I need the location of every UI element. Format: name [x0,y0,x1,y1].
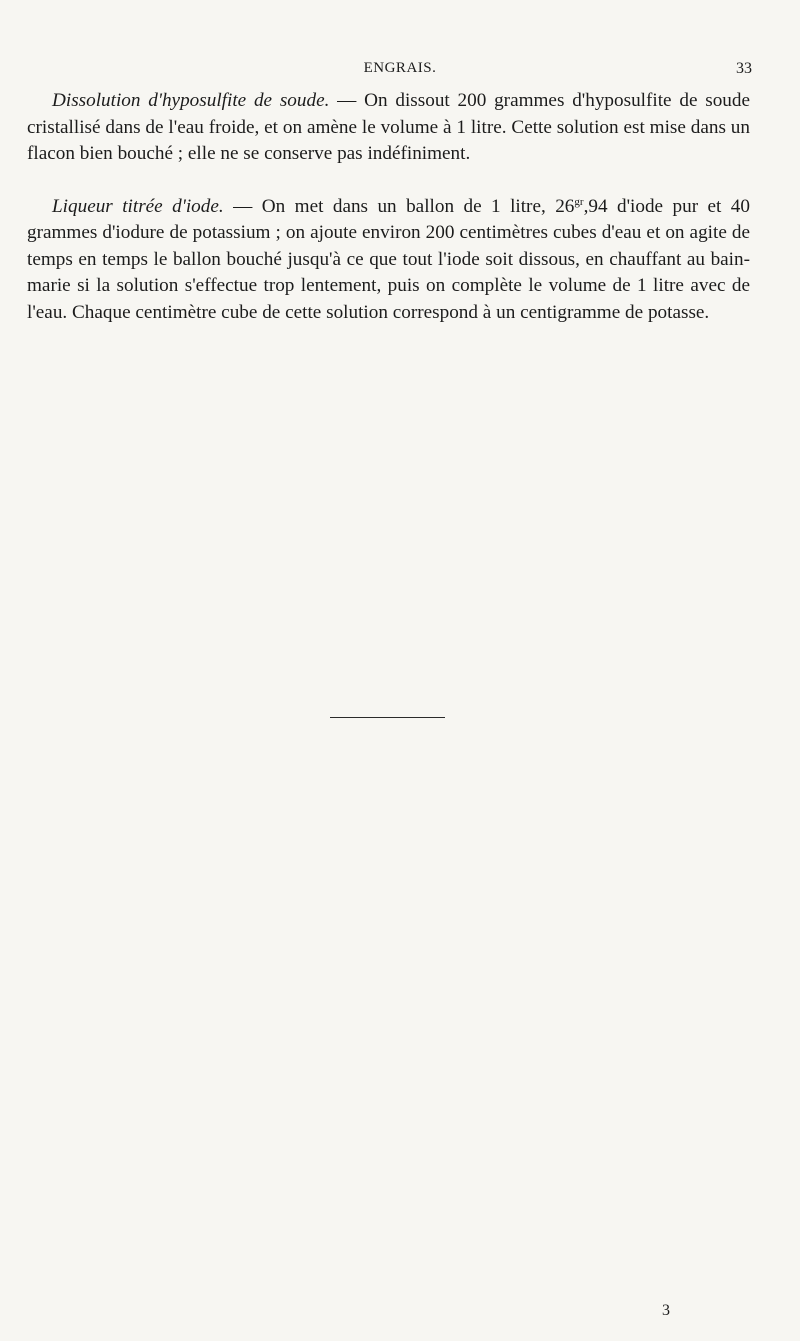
paragraph-title: Dissolution d'hyposulfite de soude. [52,90,330,111]
paragraph-text-end: ,94 d'iode pur et 40 grammes d'iodure de potassium ; on ajoute environ 200 centimètres cubes d'eau et on agite de temps en temps le ballon bouché jusqu'à ce que tout l'iode soit dissous, en chauffant au bain-marie si la solution s'effectue trop lentement, puis on complète le volume de 1 litre avec de l'eau. Chaque centimètre cube de cette solution correspond à un centigramme de potasse. [27,195,750,323]
paragraph-text: On dissout 200 grammes d'hyposulfite de soude cristallisé dans de l'eau froide, et on amène le volume à 1 litre. Cette solution est mise dans un flacon bien bouché ; elle ne se conserve pas indéfiniment. [27,90,751,164]
running-head [0,58,800,82]
gram-superscript: gr [574,195,584,208]
title-dash: — [329,90,365,111]
paragraph-text-start: On met dans un ballon de 1 litre, 26 [261,195,575,217]
paragraph-iode [27,194,750,327]
signature-mark: 3 [662,1302,670,1319]
running-title: ENGRAIS. [363,60,437,76]
body-text [27,88,750,352]
page-number: 33 [736,60,752,77]
section-rule [330,717,445,718]
title-dash: — [223,195,262,217]
paragraph-hyposulfite [27,88,750,168]
paragraph-title: Liqueur titrée d'iode. [52,195,224,217]
